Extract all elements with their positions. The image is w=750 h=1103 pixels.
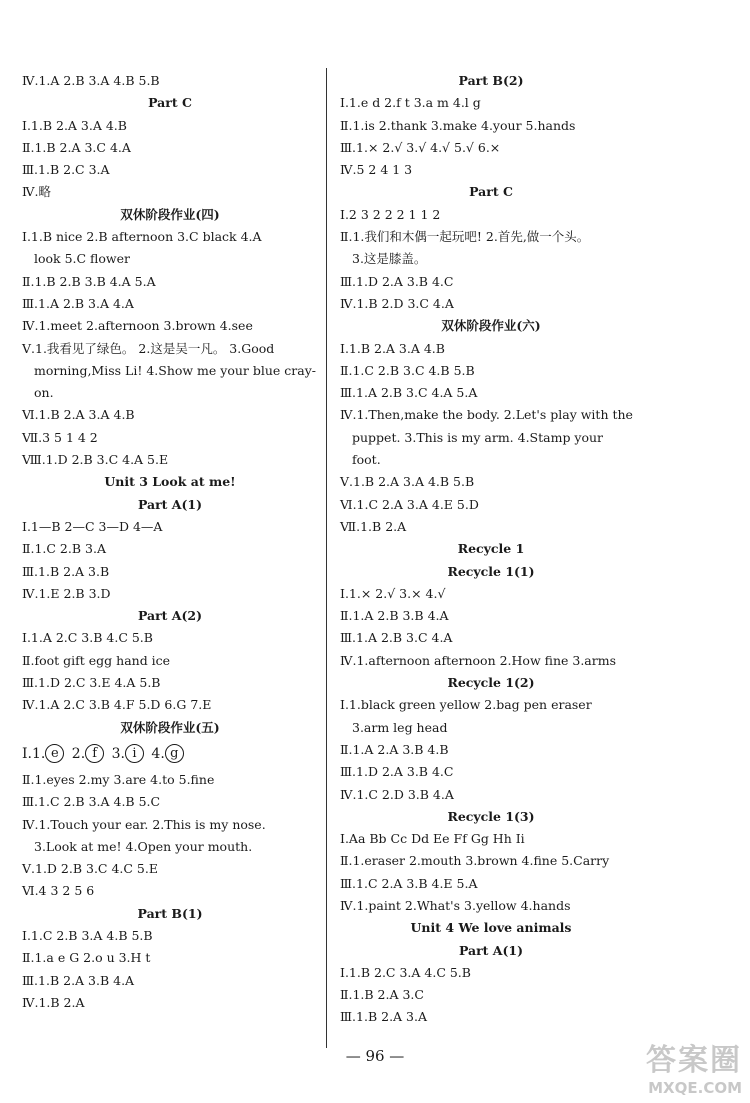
- answer-line: Ⅲ.1.A 2.B 3.C 4.A: [340, 630, 453, 646]
- item-number: 2.: [71, 745, 86, 762]
- answer-line: Ⅲ.1.A 2.B 3.C 4.A 5.A: [340, 385, 478, 401]
- section-heading: Recycle 1: [457, 541, 525, 557]
- section-heading: Unit 4 We love animals: [410, 920, 572, 936]
- answer-line: morning,Miss Li! 4.Show me your blue cray-: [34, 362, 317, 378]
- answer-line: Ⅳ.1.afternoon afternoon 2.How fine 3.arms: [340, 652, 616, 668]
- section-heading: Part B(1): [137, 905, 203, 921]
- answer-line: on.: [34, 385, 54, 401]
- answer-line: Ⅱ.1.B 2.A 3.C 4.A: [22, 139, 131, 155]
- answer-line: Ⅱ.1.eyes 2.my 3.are 4.to 5.fine: [22, 771, 215, 787]
- answer-line: Ⅰ.Aa Bb Cc Dd Ee Ff Gg Hh Ii: [340, 831, 525, 847]
- answer-line: Ⅶ.3 5 1 4 2: [22, 429, 98, 445]
- section-heading: 双休阶段作业(四): [120, 206, 220, 222]
- answer-line: Ⅰ.1.B 2.C 3.A 4.C 5.B: [340, 964, 471, 980]
- answer-line: Ⅳ.1.Touch your ear. 2.This is my nose.: [22, 816, 266, 832]
- answer-line: Ⅳ.1.paint 2.What's 3.yellow 4.hands: [340, 897, 571, 913]
- answer-line: Ⅱ.1.A 2.A 3.B 4.B: [340, 741, 449, 757]
- section-heading: Recycle 1(2): [447, 675, 535, 691]
- section-heading: Recycle 1(1): [447, 563, 535, 579]
- answer-line: 3.Look at me! 4.Open your mouth.: [34, 838, 253, 854]
- answer-line: Ⅳ.1.B 2.D 3.C 4.A: [340, 295, 454, 311]
- section-heading: Part C: [469, 184, 513, 200]
- answer-line: Ⅳ.5 2 4 1 3: [340, 162, 413, 178]
- section-heading: 双休阶段作业(六): [441, 318, 541, 334]
- answer-line: Ⅱ.1.A 2.B 3.B 4.A: [340, 608, 449, 624]
- answer-line: Ⅱ.1.B 2.A 3.C: [340, 987, 424, 1003]
- answer-line: Ⅰ.1—B 2—C 3—D 4—A: [22, 518, 163, 534]
- answer-line: 3.这是膝盖。: [352, 251, 427, 267]
- answer-line: Ⅳ.1.E 2.B 3.D: [22, 585, 111, 601]
- section-numeral: Ⅰ.: [22, 745, 32, 762]
- page-number: — 96 —: [345, 1047, 405, 1065]
- answer-line: puppet. 3.This is my arm. 4.Stamp your: [352, 429, 604, 445]
- answer-line: Ⅲ.1.B 2.A 3.A: [340, 1009, 427, 1025]
- answer-line: Ⅲ.1.× 2.√ 3.√ 4.√ 5.√ 6.×: [340, 139, 501, 155]
- section-heading: Part A(1): [458, 942, 524, 958]
- answer-line: Ⅰ.1.B nice 2.B afternoon 3.C black 4.A: [22, 229, 262, 245]
- answer-line: Ⅲ.1.D 2.A 3.B 4.C: [340, 273, 454, 289]
- answer-line: Ⅲ.1.D 2.C 3.E 4.A 5.B: [22, 675, 161, 691]
- section-heading: Part B(2): [458, 73, 524, 88]
- answer-line: look 5.C flower: [34, 251, 130, 267]
- answer-line: Ⅶ.1.B 2.A: [340, 518, 407, 534]
- answer-line: Ⅵ.4 3 2 5 6: [22, 883, 95, 899]
- section-heading: Part A(1): [137, 496, 203, 512]
- left-column: [22, 70, 318, 1014]
- answer-line: Ⅱ.1.B 2.B 3.B 4.A 5.A: [22, 273, 156, 289]
- circled-letter: f: [85, 744, 104, 763]
- answer-line: Ⅴ.1.D 2.B 3.C 4.C 5.E: [22, 861, 158, 877]
- answer-line: Ⅰ.1.B 2.A 3.A 4.B: [340, 340, 445, 356]
- watermark-url: MXQE.COM: [648, 1079, 742, 1097]
- answer-line: Ⅳ.1.Then,make the body. 2.Let's play with the: [340, 407, 633, 423]
- answer-line: Ⅱ.1.is 2.thank 3.make 4.your 5.hands: [340, 117, 576, 133]
- answer-line: Ⅲ.1.A 2.B 3.A 4.A: [22, 295, 134, 311]
- answer-line: Ⅰ.2 3 2 2 2 1 1 2: [340, 206, 441, 222]
- watermark-logo: [646, 1035, 742, 1097]
- answer-line: Ⅰ.1.C 2.B 3.A 4.B 5.B: [22, 927, 153, 943]
- right-column: [340, 70, 642, 1029]
- item-number: 3.: [111, 745, 125, 762]
- watermark-title: 答案圈: [646, 1043, 742, 1078]
- section-heading: Recycle 1(3): [447, 808, 535, 824]
- answer-line: Ⅱ.1.C 2.B 3.A: [22, 541, 106, 557]
- answer-line: Ⅲ.1.C 2.B 3.A 4.B 5.C: [22, 794, 161, 810]
- item-number: 1.: [31, 745, 46, 762]
- answer-line: Ⅱ.1.我们和木偶一起玩吧! 2.首先,做一个头。: [340, 229, 590, 245]
- answer-line: Ⅲ.1.B 2.A 3.B: [22, 563, 110, 579]
- answer-line: Ⅲ.1.B 2.C 3.A: [22, 162, 110, 178]
- answer-line: Ⅰ.1.B 2.A 3.A 4.B: [22, 117, 127, 133]
- answer-line: 3.arm leg head: [352, 719, 448, 735]
- answer-line: Ⅱ.1.eraser 2.mouth 3.brown 4.fine 5.Carry: [340, 853, 610, 869]
- answer-line: Ⅱ.foot gift egg hand ice: [22, 652, 171, 668]
- answer-line: Ⅳ.1.A 2.C 3.B 4.F 5.D 6.G 7.E: [22, 697, 212, 713]
- answer-line: Ⅰ.1.black green yellow 2.bag pen eraser: [340, 697, 592, 713]
- answer-line: Ⅳ.略: [22, 184, 51, 200]
- answer-line: Ⅵ.1.B 2.A 3.A 4.B: [22, 407, 135, 423]
- answer-line: Ⅱ.1.a e G 2.o u 3.H t: [22, 950, 151, 966]
- answer-line: Ⅳ.1.B 2.A: [22, 994, 85, 1010]
- column-divider: [326, 68, 327, 1048]
- answer-line: Ⅵ.1.C 2.A 3.A 4.E 5.D: [340, 496, 479, 512]
- answer-line: Ⅰ.1.× 2.√ 3.× 4.√: [340, 585, 446, 601]
- section-heading: 双休阶段作业(五): [120, 719, 220, 735]
- section-heading: Unit 3 Look at me!: [104, 474, 236, 490]
- answer-line: Ⅱ.1.C 2.B 3.C 4.B 5.B: [340, 362, 475, 378]
- answer-line: Ⅲ.1.C 2.A 3.B 4.E 5.A: [340, 875, 478, 891]
- section-heading: Part A(2): [137, 608, 203, 624]
- answer-line: Ⅳ.1.C 2.D 3.B 4.A: [340, 786, 454, 802]
- answer-line: Ⅳ.1.meet 2.afternoon 3.brown 4.see: [22, 318, 253, 334]
- answer-line: Ⅲ.1.B 2.A 3.B 4.A: [22, 972, 135, 988]
- answer-line: Ⅳ.1.A 2.B 3.A 4.B 5.B: [22, 73, 160, 88]
- answer-line: Ⅰ.1.A 2.C 3.B 4.C 5.B: [22, 630, 153, 646]
- section-heading: Part C: [148, 95, 192, 111]
- circled-letter: g: [165, 744, 184, 763]
- circled-letter: i: [125, 744, 144, 763]
- circled-letter: e: [45, 744, 64, 763]
- answer-line: Ⅴ.1.B 2.A 3.A 4.B 5.B: [340, 474, 475, 490]
- item-number: 4.: [151, 745, 165, 762]
- answer-line: Ⅲ.1.D 2.A 3.B 4.C: [340, 764, 454, 780]
- answer-line: Ⅷ.1.D 2.B 3.C 4.A 5.E: [22, 452, 169, 468]
- answer-line-circled: [22, 739, 318, 769]
- answer-line: foot.: [352, 452, 381, 468]
- answer-line: Ⅰ.1.e d 2.f t 3.a m 4.l g: [340, 95, 481, 111]
- answer-line: Ⅴ.1.我看见了绿色。 2.这是吴一凡。 3.Good: [22, 340, 275, 356]
